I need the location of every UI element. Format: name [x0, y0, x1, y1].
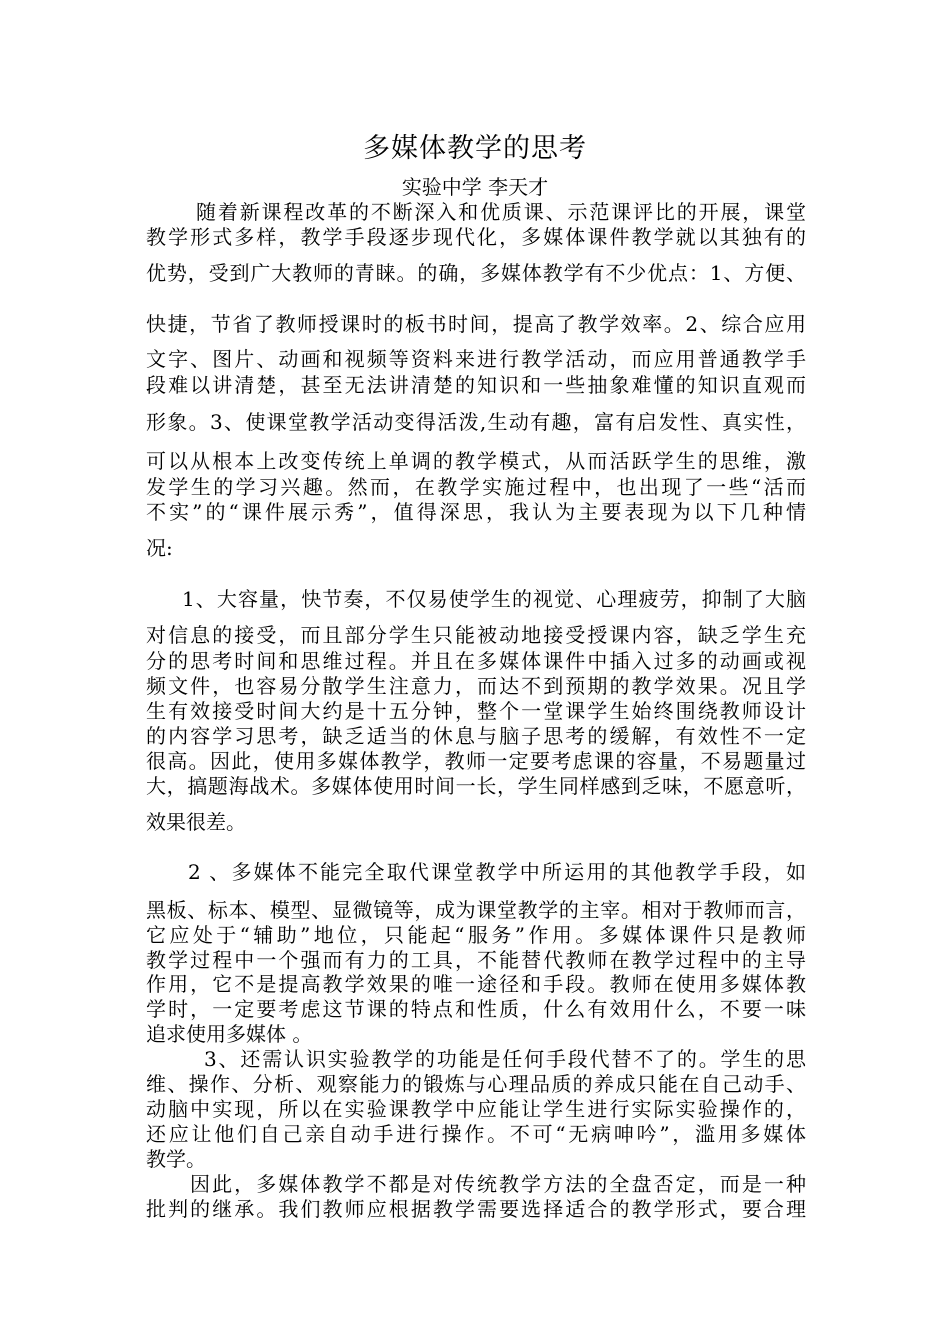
paragraph-line: 教学过程中一个强而有力的工具，不能替代教师在教学过程中的主导: [146, 948, 806, 972]
paragraph-line: 维、操作、分析、观察能力的锻炼与心理品质的养成只能在自己动手、: [146, 1072, 806, 1096]
paragraph-line: 文字、图片、动画和视频等资料来进行教学活动，而应用普通教学手: [146, 347, 806, 371]
document-title: 多媒体教学的思考: [363, 133, 587, 164]
paragraph-line: 不实”的“课件展示秀”，值得深思，我认为主要表现为以下几种情: [146, 500, 806, 524]
paragraph-line: 大，搞题海战术。多媒体使用时间一长，学生同样感到乏味，不愿意听，: [146, 774, 806, 798]
paragraph-line: 还应让他们自己亲自动手进行操作。不可“无病呻吟”，滥用多媒体: [146, 1122, 806, 1146]
paragraph-line: 快捷，节省了教师授课时的板书时间，提高了教学效率。2、综合应用: [146, 312, 806, 336]
paragraph-line: 黑板、标本、模型、显微镜等，成为课堂教学的主宰。相对于教师而言，: [146, 898, 806, 922]
paragraph-line: 它应处于“辅助”地位，只能起“服务”作用。多媒体课件只是教师: [146, 923, 806, 947]
paragraph-line: 对信息的接受，而且部分学生只能被动地接受授课内容，缺乏学生充: [146, 623, 806, 647]
paragraph-line: 优势，受到广大教师的青睐。的确，多媒体教学有不少优点：1、方便、: [146, 261, 806, 285]
paragraph-line: 批判的继承。我们教师应根据教学需要选择适合的教学形式，要合理: [146, 1197, 806, 1221]
paragraph-line: 的内容学习思考，缺乏适当的休息与脑子思考的缓解，有效性不一定: [146, 724, 806, 748]
paragraph-line: 随着新课程改革的不断深入和优质课、示范课评比的开展，课堂: [196, 200, 806, 224]
paragraph-line: 发学生的学习兴趣。然而，在教学实施过程中，也出现了一些“活而: [146, 475, 806, 499]
paragraph-line: 2 、多媒体不能完全取代课堂教学中所运用的其他教学手段，如: [188, 860, 806, 884]
paragraph-line: 学时，一定要考虑这节课的特点和性质，什么有效用什么，不要一味: [146, 997, 806, 1021]
paragraph-line: 很高。因此，使用多媒体教学，教师一定要考虑课的容量，不易题量过: [146, 749, 806, 773]
paragraph-line: 分的思考时间和思维过程。并且在多媒体课件中插入过多的动画或视: [146, 649, 806, 673]
paragraph-line: 教学形式多样，教学手段逐步现代化，多媒体课件教学就以其独有的: [146, 225, 806, 249]
paragraph-line: 可以从根本上改变传统上单调的教学模式，从而活跃学生的思维，激: [146, 449, 806, 473]
paragraph-line: 动脑中实现，所以在实验课教学中应能让学生进行实际实验操作的，: [146, 1097, 806, 1121]
paragraph-line: 形象。3、使课堂教学活动变得活泼,生动有趣，富有启发性、真实性，: [146, 410, 806, 434]
paragraph-line: 段难以讲清楚，甚至无法讲清楚的知识和一些抽象难懂的知识直观而: [146, 373, 806, 397]
paragraph-line: 作用，它不是提高教学效果的唯一途径和手段。教师在使用多媒体教: [146, 972, 806, 996]
paragraph-line: 生有效接受时间大约是十五分钟，整个一堂课学生始终围绕教师设计: [146, 699, 806, 723]
paragraph-line: 追求使用多媒体 。: [146, 1022, 313, 1046]
paragraph-line: 1、大容量，快节奏，不仅易使学生的视觉、心理疲劳，抑制了大脑: [182, 587, 806, 611]
paragraph-line: 教学。: [146, 1147, 206, 1171]
paragraph-line: 况:: [146, 536, 173, 560]
author-byline: 实验中学 李天才: [401, 175, 549, 199]
paragraph-line: 因此，多媒体教学不都是对传统教学方法的全盘否定，而是一种: [190, 1172, 806, 1196]
paragraph-line: 频文件，也容易分散学生注意力，而达不到预期的教学效果。况且学: [146, 674, 806, 698]
paragraph-line: 效果很差。: [146, 810, 246, 834]
paragraph-line: 3、还需认识实验教学的功能是任何手段代替不了的。学生的思: [204, 1047, 806, 1071]
